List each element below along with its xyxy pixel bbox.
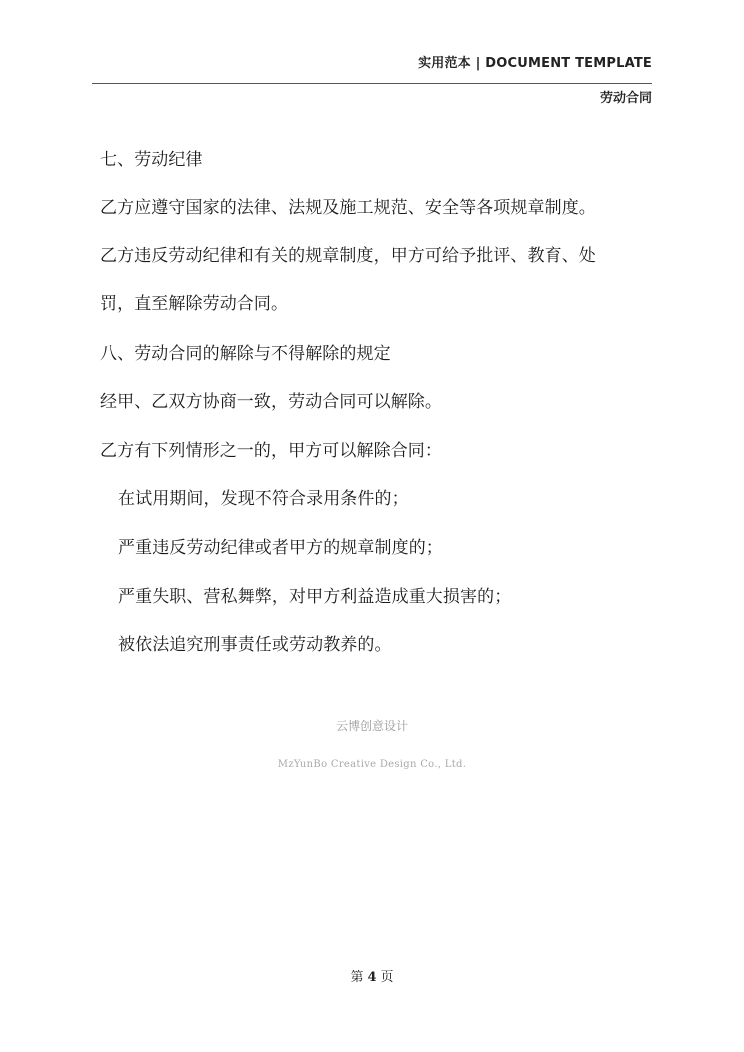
page-header-subtitle: 劳动合同: [599, 91, 652, 106]
section-heading-seven: 七、劳动纪律: [100, 150, 203, 170]
list-item: 在试用期间，发现不符合录用条件的；: [118, 489, 409, 509]
footer-company-en: MzYunBo Creative Design Co., Ltd.: [277, 759, 467, 770]
paragraph-line: 乙方违反劳动纪律和有关的规章制度，甲方可给予批评、教育、处: [100, 246, 596, 266]
page-number: [0, 966, 744, 985]
page-header-title: 实用范本 | DOCUMENT TEMPLATE: [418, 56, 652, 71]
page-number-value: 4: [367, 970, 377, 985]
section-heading-eight: 八、劳动合同的解除与不得解除的规定: [100, 344, 391, 364]
header-divider: [92, 83, 652, 84]
paragraph-line: 乙方有下列情形之一的，甲方可以解除合同：: [100, 441, 442, 461]
list-item: 严重违反劳动纪律或者甲方的规章制度的；: [118, 538, 443, 558]
list-item: 严重失职、营私舞弊，对甲方利益造成重大损害的；: [118, 587, 512, 607]
list-item: 被依法追究刑事责任或劳动教养的。: [118, 635, 392, 655]
paragraph-line: 罚，直至解除劳动合同。: [100, 294, 289, 314]
paragraph-line: 乙方应遵守国家的法律、法规及施工规范、安全等各项规章制度。: [100, 198, 596, 218]
page-number-suffix: 页: [380, 970, 394, 985]
footer-company-cn: 云博创意设计: [335, 719, 408, 733]
page-number-prefix: 第: [350, 970, 364, 985]
paragraph-line: 经甲、乙双方协商一致，劳动合同可以解除。: [100, 392, 442, 412]
